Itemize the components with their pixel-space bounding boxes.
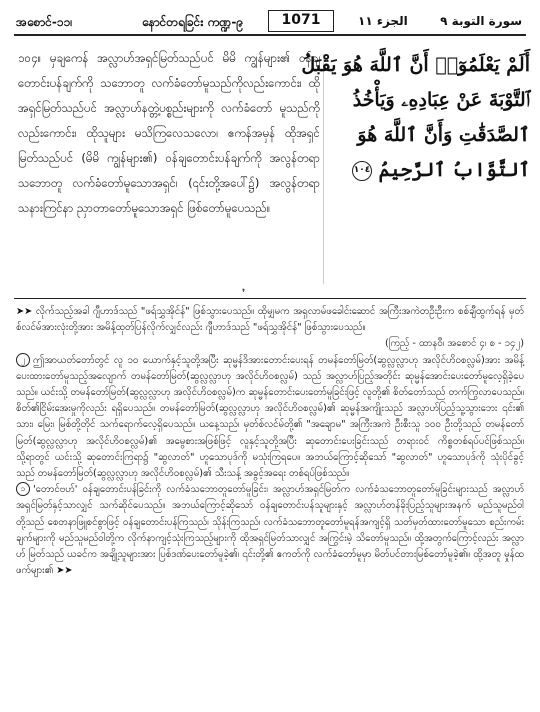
commentary-ref-line [16, 336, 524, 352]
surah-label: سورة التوبة ٩ [440, 14, 522, 28]
verse-section [14, 36, 530, 299]
arabic-line: ٱلتَّوْبَةَ عَنْ عِبَادِهِۦ وَيَأْخُذُ [352, 89, 530, 111]
volume-label: အစောင်-၁၁၊ [16, 15, 73, 29]
arabic-line [332, 153, 530, 188]
juz-label: الجزء ١١ [358, 14, 408, 28]
commentary-paragraph [16, 353, 524, 483]
commentary-reference: (ကြည့် - ထာနဝီ၊ အစောင် ၄၊ စ - ၁၄၂) [385, 338, 524, 350]
commentary-paragraph: ➤➤ လိုက်သည့်အခါ ဂျီဟာဒ်သည် "ဖရ်သွှအိုင်န်" ဖြစ်သွားပေသည်။ ထိုမျှမက အရှလာမ်ဖခေါင်းဆောင် အကြီးအကဲတဦးဦးက စစ်ချီထွက်ရန် မှတ်စ်လင်မ်အားလုံးတို့အား အမိန့်ထုတ်ပြန်လိုက်လျှင်လည်း ဂျီဟာဒ်သည် "ဖရ်သွှအိုင်န်" ဖြစ်သွားပေသည်။ [16, 306, 524, 334]
ayah-number-marker: ١٠٤ [352, 161, 372, 181]
section-divider [14, 298, 526, 299]
commentary [14, 304, 526, 579]
page-header [14, 8, 526, 36]
section-label: နောင်တရခြင်း ကဏ္ဍ-၉ [142, 15, 244, 29]
footnote-text: ဤအာယတ်တော်တွင် လူ ၁၀ ယောက်နှင့်သူတို့အပြီး ဆုမ္မန်ဒိအားတောင်းပေးရန် တမန်တော်မြတ်(ဆွလ္လလ္လာဟု အလိုင်ဟိဝစလ္လမ်)အား အမိန့်ပေးထားတော်မူသည့်အလျောက် တမန်တော်မြတ်(ဆွလ္လလ္လာဟု အလိုင်ဟိဝစလ္လမ်) သည် အလ္လာဟ်ပြည့်အတိုင်း ဆုမ္မန်အောင်းပေးတော်မူလေ့ရှိခဲ့ပေသည်။ ယင်းသို့ တမန်တော်မြတ်(ဆွလ္လလ္လာဟု အလိုင်ဟိဝစလ္လမ်)က ဆုမ္မန်တောင်းပေးတော်မူခြင်းဖြင့် လူတို့၏ စိတ်တော်သည် တက်ကြွလာပေသည်။ စိတ်၏ငြိမ်းအေးမှုကိုလည်း ရရှိပေသည်။ တမန်တော်မြတ်(ဆွလ္လလ္လာဟု အလိုင်ဟိဝစလ္လမ်)၏ ဆုမ္မန်အကျိုးသည် အလ္လာဟ်ပြည့်သူ့သွားဘေး ၎င်း၏ သား၊ မြေး၊ မြစ်တို့တိုင် သက်ရောက်လေ့ရှိပေသည်။ ယနေ့သည်၊ မှတ်စ်လင်မ်တို့၏ "အချောမ" အကြီးအကဲ ဦးစီးသူ ၁၀၀ ဦးတို့သည် တမန်တော်မြတ်(ဆွလ္လလ္လာဟု အလိုင်ဟိဝစလ္လမ်)၏ အမွေစားအဖြစ်ဖြင့် လူနှင့်သူတို့အပြီး ဆုတောင်းပေးခြင်းသည် တရားဝင် ကိစ္စတစ်ရပ်ပင်ဖြစ်သည်။ သို့ရာတွင် ယင်းသို့ ဆုတောင်းကြရာ၌ "ဆွလာတ်" ဟူသောပုဒ်ကို မသုံးကြရပေ။ အဘယ်ကြောင့်ဆိုသော် "ဆွလာတ်" ဟူသောပုဒ်ကို သုံးပိုင်ခွင့်သည် တမန်တော်မြတ်(ဆွလ္လလ္လာဟု အလိုင်ဟိဝစလ္လမ်)၏ သီးသန့် အခွင့်အရေး တစ်ရပ်ဖြစ်သည်။ [16, 354, 524, 480]
column-divider [323, 54, 324, 284]
commentary-paragraph [16, 482, 524, 579]
footnote-number: ၂ [16, 353, 30, 367]
verse-translation: ၁၀၄။ မှချကေန် အလ္လာဟ်အရှင်မြတ်သည်ပင် မိမိ ကျွန်များ၏ ဝန်ချ တောင်းပန်ချက်ကို သဘောတူ လက်ခံတော်မူသည်ကိုလည်းကောင်း၊ ထိုအရှင်မြတ်သည်ပင် အလ္လာဟ်နတ္တဲ့ပစ္စည်းများကို လက်ခံတော် မူသည်ကိုလည်းကောင်း၊ ထိုသူများ မသိကြလေသလော၊ ဧကန်အမှန် ထိုအရှင်မြတ်သည်ပင် (မိမိ ကျွန်များ၏) ဝန်ချတောင်းပန်ချက်ကို အလွန်တရာ သဘောတူ လက်ခံတော်မူသောအရှင်၊ (၎င်းတို့အပေါ်၌) အလွန်တရာ သနားကြင်နာ ညှာတာတော်မူသောအရှင် ဖြစ်တော်မူပေသည်။ [18, 51, 320, 215]
arabic-verse [301, 48, 530, 224]
page-number: 1071 [268, 10, 334, 32]
section-divider-wrap [14, 296, 526, 304]
arabic-line: ٱلصَّدَقَٰتِ وَأَنَّ ٱللَّهَ هُوَ [357, 124, 530, 146]
translation-end-mark: ❜ [242, 288, 246, 299]
arabic-line-text: ٱلتَّوَّابُ ٱلرَّحِيمُ [378, 159, 530, 181]
footnote-number: ၁ [16, 482, 30, 496]
footnote-text: 'တောင်ဗဟ်' ဝန်ချတောင်းပန်ခြင်းကို လက်ခံသဘောတူတော်မူခြင်း၊ အလ္လာဟ်အရှင်မြတ်က လက်ခံသဘောတူတော်မူခြင်းများသည် အလ္လာဟ်အရှင်မြတ်နှင့်သာလျှင် သက်ဆိုင်ပေသည်။ အဘယ်ကြောင့်ဆိုသော် ဝန်ချတောင်းပန်သူများနှင့် အလ္လာဟ်တန်ခိုးပြည့်သူများအနက် မည်သူမည်ဝါတို့သည် စေတနာဖြူစင်စွာဖြင့် ဝန်ချတောင်းပန်ကြသည်၊ သိုန်းကြသည်၊ လက်ခံသဘောတူတော်မူရန်အကျင့်ရှိ သတ်မှတ်ထားတော်မူသော စည်းကမ်းချက်များကို မည်သူမည်ဝါတို့က လိုက်နာကျင့်သုံးကြသည့်များကို ထိုအရှင်မြတ်သာလျှင် အကြွင်းမဲ့ သိတော်မူသည်။ ထို့အတွက်ကြောင့်လည်း အလ္လာဟ် မြတ်သည် ယခင်က အချို့သူများအား ပြစ်ဒဏ်ပေးတော်မူခဲ့၏၊ ၎င်းတို့၏ ဧကတ်ကို လက်ခံတော်မူမှာ မိတ်ပင်တားမြစ်တော်မူခဲ့၏။ ထို့အတူ မှုန်ထဖက်များ၏ ➤➤ [16, 484, 524, 577]
arabic-line: أَلَمْ يَعْلَمُوٓا۟ أَنَّ ٱللَّهَ هُوَ يَقْبَلُ [301, 54, 530, 76]
